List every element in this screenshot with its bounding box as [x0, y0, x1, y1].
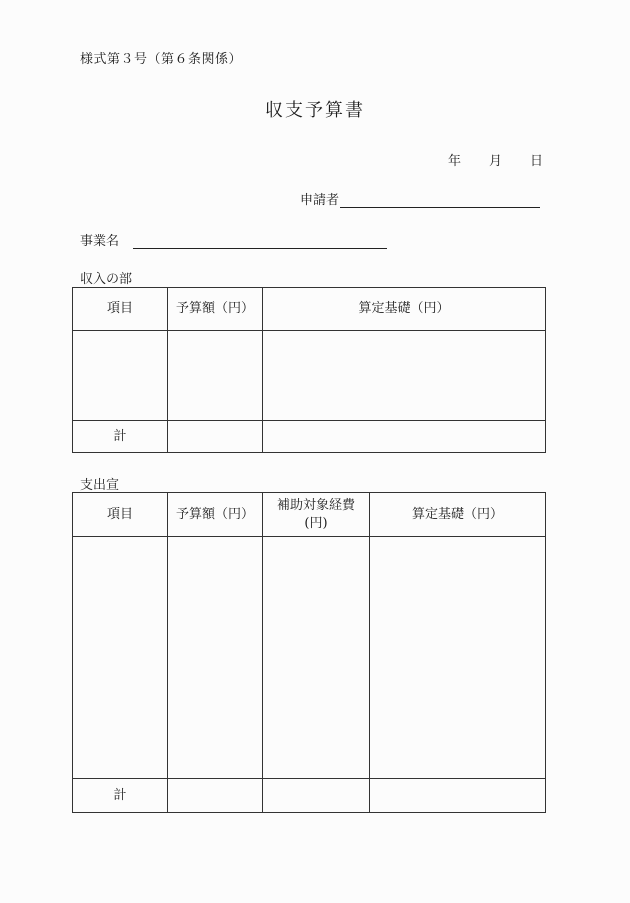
expense-section-label: 支出宣 [80, 478, 120, 493]
income-total-label: 計 [73, 421, 168, 453]
expense-body-row [73, 537, 546, 779]
applicant-underline [340, 193, 540, 208]
expense-total-budget-cell [168, 779, 263, 813]
day-label: 日 [530, 154, 544, 169]
income-total-basis-cell [263, 421, 546, 453]
expense-header-row [73, 493, 546, 537]
document-title: 収支予算書 [265, 100, 365, 121]
income-item-cell [73, 331, 168, 421]
expense-table [72, 492, 546, 813]
income-table [72, 287, 546, 453]
expense-header-item: 項目 [73, 493, 168, 537]
date-line [448, 150, 543, 169]
income-total-row [73, 421, 546, 453]
applicant-label: 申請者 [300, 193, 340, 208]
project-name-field [80, 230, 387, 249]
expense-header-basis: 算定基礎（円） [370, 493, 546, 537]
expense-item-cell [73, 537, 168, 779]
expense-total-basis-cell [370, 779, 546, 813]
expense-eligible-cell [263, 537, 370, 779]
project-name-label: 事業名 [80, 234, 120, 249]
expense-header-eligible-line2: (円) [304, 515, 328, 531]
expense-header-budget: 予算額（円） [168, 493, 263, 537]
expense-basis-cell [370, 537, 546, 779]
income-budget-cell [168, 331, 263, 421]
income-section-label: 収入の部 [80, 272, 133, 287]
month-label: 月 [489, 154, 503, 169]
applicant-field [300, 189, 540, 208]
form-number: 様式第３号（第６条関係） [80, 52, 243, 67]
expense-budget-cell [168, 537, 263, 779]
income-header-basis: 算定基礎（円） [263, 288, 546, 331]
expense-total-row [73, 779, 546, 813]
income-header-budget: 予算額（円） [168, 288, 263, 331]
year-label: 年 [448, 154, 462, 169]
income-header-row [73, 288, 546, 331]
project-name-underline [133, 234, 387, 249]
income-total-budget-cell [168, 421, 263, 453]
expense-header-eligible [263, 493, 370, 537]
income-body-row [73, 331, 546, 421]
income-basis-cell [263, 331, 546, 421]
income-header-item: 項目 [73, 288, 168, 331]
expense-total-eligible-cell [263, 779, 370, 813]
expense-header-eligible-line1: 補助対象経費 [276, 497, 355, 513]
expense-total-label: 計 [73, 779, 168, 813]
